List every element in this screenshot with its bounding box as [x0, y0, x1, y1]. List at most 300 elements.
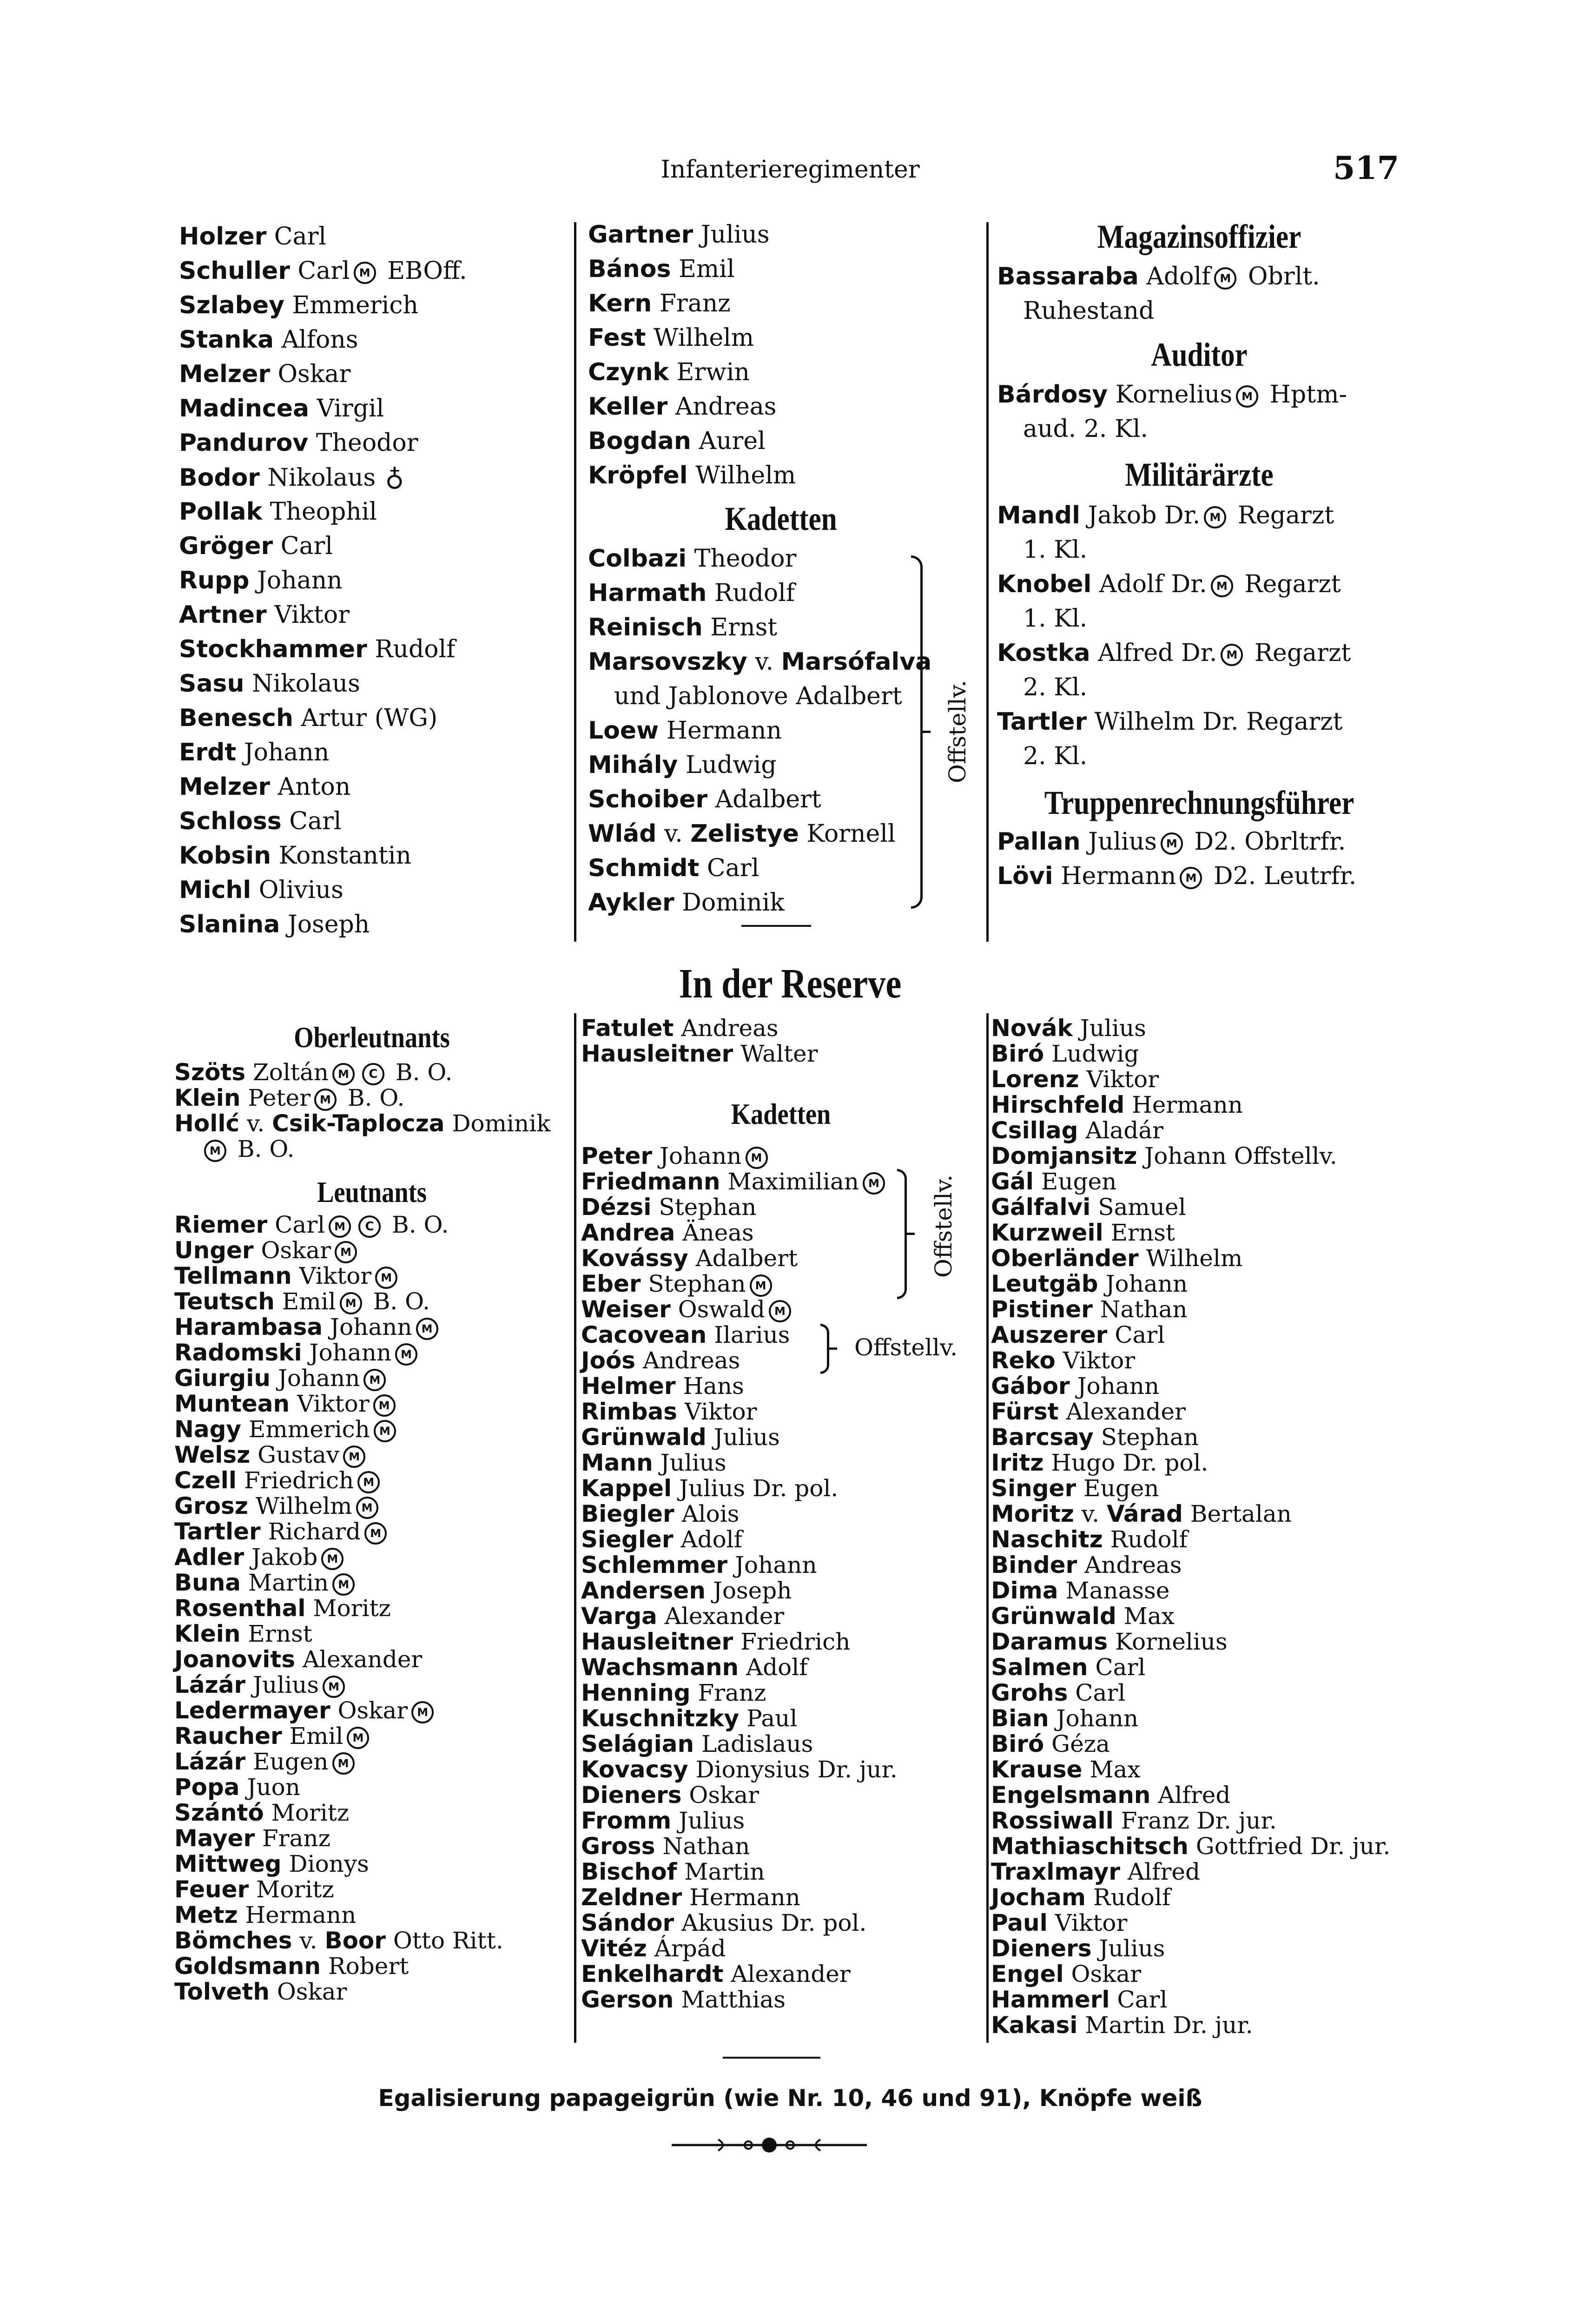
list-item: [581, 1169, 981, 1195]
surname: Zeldner: [581, 1884, 682, 1911]
surname: Tartler: [997, 708, 1087, 736]
given-name: Aladár: [1078, 1117, 1163, 1144]
given-name: Richard: [260, 1518, 361, 1545]
given-name: Wilhelm: [687, 462, 796, 489]
surname: Adler: [174, 1544, 244, 1571]
given-name: Emmerich: [284, 291, 419, 319]
list-item: [588, 458, 974, 493]
surname: Harmath: [588, 579, 707, 607]
given-name: Jakob: [244, 1544, 318, 1571]
entry-text: 2. Kl.: [1023, 742, 1088, 770]
list-item: [991, 1322, 1400, 1348]
list-item: [174, 1877, 569, 1902]
given-name: v.: [239, 1110, 272, 1137]
list-item: [997, 567, 1401, 601]
list-item: [997, 859, 1401, 893]
surname: Binder: [991, 1552, 1077, 1578]
list-item: [174, 1749, 569, 1775]
list-item: [581, 1757, 981, 1783]
surname: Cacovean: [581, 1321, 707, 1348]
surname: Salmen: [991, 1654, 1088, 1681]
surname: Erdt: [179, 739, 237, 766]
list-item: [174, 1851, 569, 1877]
list-item: [179, 426, 569, 460]
merit-medal-icon: M: [416, 1318, 438, 1340]
list-item: [174, 1775, 569, 1800]
given-name: Carl: [266, 223, 327, 251]
surname: Domjansitz: [991, 1142, 1137, 1169]
merit-medal-icon: M: [332, 1573, 355, 1596]
merit-medal-icon: M: [746, 1147, 768, 1169]
list-item: [179, 391, 569, 426]
list-item: [179, 357, 569, 391]
surname: Varga: [581, 1603, 657, 1630]
given-name: Viktor: [1047, 1909, 1128, 1936]
list-item: [174, 1928, 569, 1954]
list-item: [174, 1902, 569, 1928]
list-item: [991, 1476, 1400, 1501]
merit-medal-icon: M: [1236, 385, 1258, 408]
surname: Kröpfel: [588, 462, 688, 489]
given-name: Jakob Dr.: [1080, 502, 1201, 529]
given-name: Wilhelm: [248, 1492, 352, 1519]
given-name: Johann Offstellv.: [1137, 1142, 1337, 1169]
entry-list: [997, 259, 1401, 328]
surname: Benesch: [179, 704, 293, 732]
given-name: Carl: [273, 532, 333, 560]
list-item: [997, 825, 1401, 859]
list-item: [991, 1578, 1400, 1604]
list-item: [581, 1783, 981, 1808]
given-name: Juon: [239, 1774, 300, 1801]
given-name: Oskar: [1063, 1961, 1142, 1987]
rank-note: Regarzt: [1230, 502, 1334, 529]
list-item: [179, 219, 569, 254]
list-item: [581, 1195, 981, 1220]
merit-medal-icon: M: [314, 1089, 337, 1111]
surname: Gábor: [991, 1373, 1070, 1400]
given-name: Nikolaus: [259, 464, 376, 492]
list-item: [179, 529, 569, 563]
given-name: Ernst: [240, 1620, 312, 1647]
given-name: Stephan: [641, 1270, 746, 1297]
given-name: Olivius: [251, 876, 343, 904]
list-item: [997, 739, 1401, 773]
given-name: Dominik: [674, 889, 785, 917]
given-name: Johann: [1098, 1270, 1188, 1297]
entry-text: 2. Kl.: [1023, 673, 1088, 701]
reserve-list: [991, 1016, 1400, 2038]
surname: Gröger: [179, 532, 273, 560]
surname: Lorenz: [991, 1066, 1079, 1093]
entry-list: [997, 498, 1401, 773]
given-name: Manasse: [1058, 1577, 1170, 1604]
surname: Ledermayer: [174, 1697, 330, 1724]
list-item: [581, 1297, 981, 1322]
given-name: Joseph: [280, 911, 370, 938]
surname: Bános: [588, 255, 671, 283]
rank-note: B. O.: [340, 1084, 405, 1111]
list-item: [174, 1621, 569, 1647]
given-name: v.: [292, 1927, 325, 1954]
surname: Slanina: [179, 911, 280, 938]
list-item: [991, 1731, 1400, 1757]
list-item: [991, 1348, 1400, 1373]
surname: Schoiber: [588, 786, 707, 813]
rank-note: B. O.: [384, 1211, 449, 1238]
list-item: [991, 1629, 1400, 1655]
list-item: [174, 1979, 569, 2005]
list-item: [581, 1885, 981, 1910]
officer-list: [179, 219, 569, 942]
list-item: [179, 288, 569, 323]
given-name: Carl: [1088, 1654, 1146, 1681]
section-heading-kadetten-reserve: Kadetten: [731, 1097, 831, 1130]
list-item: [581, 1706, 981, 1731]
surname: Welsz: [174, 1441, 251, 1468]
surname: Gálfalvi: [991, 1194, 1091, 1221]
section-heading-oberleutnants: Oberleutnants: [294, 1021, 450, 1054]
list-item: [991, 1834, 1400, 1859]
merit-medal-icon: M: [356, 1497, 378, 1519]
given-name: Dionys: [281, 1850, 369, 1877]
merit-medal-icon: M: [323, 1676, 345, 1698]
given-name: v.: [747, 648, 781, 676]
merit-medal-icon: M: [343, 1446, 365, 1468]
list-item: [174, 1647, 569, 1672]
given-name: Joseph: [705, 1577, 792, 1604]
surname: Tartler: [174, 1518, 261, 1545]
given-name: Martin Dr. jur.: [1077, 2012, 1253, 2039]
surname: Grünwald: [581, 1424, 707, 1451]
list-item: [991, 1527, 1400, 1552]
list-item: [179, 563, 569, 598]
surname: Loew: [588, 717, 659, 745]
given-name: Friedrich: [733, 1628, 851, 1655]
section-heading-reserve: In der Reserve: [679, 961, 902, 1007]
surname: Engelsmann: [991, 1782, 1151, 1809]
surname: Melzer: [179, 360, 271, 388]
list-item: [581, 1373, 981, 1399]
list-item: [991, 1169, 1400, 1195]
reserve-list: [581, 1016, 981, 1067]
section-heading-leutnants: Leutnants: [317, 1175, 427, 1208]
given-name: Alfons: [274, 326, 358, 354]
rank-note: B. O.: [388, 1059, 453, 1086]
list-item: [997, 636, 1401, 670]
list-item: [581, 1271, 981, 1297]
given-name: Julius: [653, 1449, 727, 1476]
surname: Klein: [174, 1084, 241, 1111]
rank-note: Regarzt: [1247, 639, 1351, 667]
bracket-label: Offstellv.: [854, 1334, 958, 1361]
surname: Engel: [991, 1961, 1064, 1987]
given-name: Samuel: [1090, 1194, 1186, 1221]
column-divider: [986, 1013, 989, 2043]
merit-medal-icon: M: [411, 1701, 434, 1723]
given-name: Martin: [241, 1569, 329, 1596]
given-name: Alexander: [1058, 1398, 1186, 1425]
given-name: Stephan: [651, 1194, 757, 1221]
given-name: Carl: [1068, 1679, 1126, 1706]
list-item: [581, 1731, 981, 1757]
list-item: [581, 1604, 981, 1629]
list-item: [174, 1212, 569, 1238]
surname: Wlád: [588, 820, 657, 848]
list-item: [179, 838, 569, 873]
given-name: Carl: [1110, 1986, 1168, 2013]
list-item: [997, 705, 1401, 739]
given-name: Oskar: [253, 1237, 331, 1264]
surname: Eber: [581, 1270, 641, 1297]
entry-list: [997, 377, 1401, 446]
merit-medal-icon: M: [329, 1215, 351, 1238]
given-name: v.: [656, 820, 691, 848]
list-item: [997, 498, 1401, 533]
given-name: Adolf: [673, 1526, 743, 1553]
merit-medal-icon: M: [1161, 832, 1183, 855]
surname: Barcsay: [991, 1424, 1094, 1451]
list-item: [991, 1246, 1400, 1271]
surname: Czynk: [588, 358, 669, 386]
list-item: [991, 1604, 1400, 1629]
list-item: [581, 1859, 981, 1885]
surname: Biró: [991, 1730, 1044, 1757]
list-item: [991, 1450, 1400, 1476]
surname-part: Zelistye: [690, 820, 799, 848]
section-heading-auditor: Auditor: [1151, 336, 1248, 373]
list-item: [179, 770, 569, 804]
surname: Dézsi: [581, 1194, 652, 1221]
surname: Joós: [581, 1347, 636, 1374]
list-item: [991, 1195, 1400, 1220]
surname: Friedmann: [581, 1168, 720, 1195]
surname: Unger: [174, 1237, 254, 1264]
surname: Hausleitner: [581, 1040, 733, 1067]
rank-note: Regarzt: [1236, 570, 1341, 598]
given-name: Ladislaus: [694, 1730, 813, 1757]
given-name: Artur (WG): [293, 704, 438, 732]
given-name: Nathan: [1092, 1296, 1188, 1323]
given-name: Viktor: [291, 1262, 372, 1289]
given-name: Alexander: [295, 1646, 423, 1673]
surname: Holzer: [179, 223, 267, 251]
surname: Rossiwall: [991, 1807, 1114, 1834]
section-rule: [741, 925, 811, 927]
given-name: Hermann: [682, 1884, 800, 1911]
given-name: Nathan: [655, 1833, 750, 1860]
surname: Schmidt: [588, 854, 700, 882]
given-name: Alois: [674, 1500, 740, 1527]
given-name: Bertalan: [1182, 1500, 1292, 1527]
surname: Reko: [991, 1347, 1056, 1374]
surname: Kobsin: [179, 842, 271, 870]
column-three-upper: [997, 218, 1401, 893]
merit-medal-icon: M: [363, 1369, 386, 1391]
entry-text: Ruhestand: [1023, 297, 1155, 325]
list-item: [581, 1041, 981, 1067]
list-item: [174, 1519, 569, 1545]
surname: Gross: [581, 1833, 655, 1860]
surname: Giurgiu: [174, 1365, 271, 1392]
given-name: Emmerich: [241, 1416, 370, 1443]
given-name: Ludwig: [678, 751, 777, 779]
surname: Peter: [581, 1142, 653, 1169]
list-item: [581, 1680, 981, 1706]
given-name: Franz Dr. jur.: [1113, 1807, 1277, 1834]
list-item: [174, 1545, 569, 1570]
surname: Grosz: [174, 1492, 248, 1519]
given-name: Johann: [1070, 1373, 1160, 1400]
list-item: [174, 1391, 569, 1417]
list-item: [991, 1425, 1400, 1450]
given-name: Dominik: [444, 1110, 551, 1137]
given-name: Rudolf: [367, 635, 456, 663]
surname: Sándor: [581, 1909, 674, 1936]
surname: Goldsmann: [174, 1953, 321, 1980]
given-name: Alfred Dr.: [1090, 639, 1217, 667]
surname: Mihály: [588, 751, 678, 779]
column-divider: [574, 1013, 576, 2043]
list-item: [997, 533, 1401, 567]
given-name: Friedrich: [236, 1467, 354, 1494]
rank-note: Obrlt.: [1240, 263, 1320, 290]
merit-medal-icon: M: [332, 1063, 355, 1085]
list-item: [174, 1800, 569, 1826]
given-name: Akusius Dr. pol.: [674, 1909, 867, 1936]
surname: Radomski: [174, 1339, 302, 1366]
list-item: [581, 1399, 981, 1425]
list-item: [991, 1067, 1400, 1092]
list-item: [991, 1501, 1400, 1527]
given-name: Alfred: [1120, 1858, 1200, 1885]
surname: Dima: [991, 1577, 1058, 1604]
given-name: Franz: [652, 290, 731, 317]
list-item: [581, 1220, 981, 1246]
given-name: Theodor: [308, 429, 418, 457]
oberleutnants-list: [174, 1060, 569, 1162]
surname: Jocham: [991, 1884, 1086, 1911]
given-name: Eugen: [1033, 1168, 1117, 1195]
rank-note: Hptm-: [1262, 381, 1347, 409]
given-name: Andreas: [667, 393, 777, 421]
given-name: Ilarius: [707, 1321, 790, 1348]
given-name: Alfred: [1150, 1782, 1231, 1809]
surname: Hausleitner: [581, 1628, 733, 1655]
surname: Kurzweil: [991, 1219, 1103, 1246]
list-item: [174, 1570, 569, 1596]
given-name: Otto Ritt.: [385, 1927, 503, 1954]
given-name: Julius: [706, 1424, 780, 1451]
given-name: Viktor: [290, 1390, 370, 1417]
bracket-label: Offstellv.: [944, 680, 971, 784]
list-item: [997, 377, 1401, 412]
given-name: Julius: [671, 1807, 745, 1834]
surname: Reinisch: [588, 614, 703, 641]
surname: Mann: [581, 1449, 653, 1476]
list-item: [991, 1808, 1400, 1834]
surname: Hammerl: [991, 1986, 1110, 2013]
surname: Leutgäb: [991, 1270, 1098, 1297]
column-divider: [986, 222, 989, 942]
entry-text: 1. Kl.: [1023, 605, 1088, 633]
given-name: Gottfried Dr. jur.: [1188, 1833, 1391, 1860]
surname: Klein: [174, 1620, 241, 1647]
surname-part: Marsófalva: [781, 648, 932, 676]
list-item: [581, 1450, 981, 1476]
list-item: [588, 424, 974, 458]
surname: Feuer: [174, 1876, 249, 1903]
surname: Krause: [991, 1756, 1083, 1783]
given-name: Viktor: [677, 1398, 757, 1425]
surname: Bömches: [174, 1927, 292, 1954]
given-name: Adolf: [739, 1654, 808, 1681]
given-name: Eugen: [245, 1748, 329, 1775]
surname: Schuller: [179, 257, 290, 285]
merit-medal-icon: M: [1211, 575, 1233, 597]
list-item: [581, 1143, 981, 1169]
list-item: [174, 1826, 569, 1851]
list-item: [179, 254, 569, 288]
c-decoration-icon: C: [362, 1063, 384, 1085]
surname: Czell: [174, 1467, 237, 1494]
given-name: Carl: [1107, 1321, 1165, 1348]
given-name: Anton: [270, 773, 351, 801]
surname: Helmer: [581, 1373, 676, 1400]
merit-medal-icon: M: [373, 1394, 396, 1417]
list-item: [991, 1297, 1400, 1322]
bracket: [897, 1169, 907, 1299]
surname: Metz: [174, 1901, 238, 1928]
surname: Pandurov: [179, 429, 309, 457]
entry-text: und Jablonove Adalbert: [614, 682, 902, 710]
section-heading-militaeraerzte: Militärärzte: [1125, 456, 1274, 493]
list-item: [588, 218, 974, 252]
given-name: Viktor: [1055, 1347, 1136, 1374]
surname: Gartner: [588, 221, 694, 249]
surname: Novák: [991, 1015, 1073, 1042]
given-name: Andreas: [635, 1347, 740, 1374]
surname: Andersen: [581, 1577, 706, 1604]
list-item: [991, 1936, 1400, 1961]
given-name: Hermann: [659, 717, 782, 745]
list-item: [174, 1468, 569, 1493]
surname: Tellmann: [174, 1262, 292, 1289]
given-name: Árpád: [647, 1935, 726, 1962]
list-item: [991, 1655, 1400, 1680]
merit-medal-icon: M: [1221, 644, 1243, 666]
list-item: [581, 1961, 981, 1987]
given-name: Rudolf: [707, 579, 795, 607]
surname: Fatulet: [581, 1015, 674, 1042]
given-name: Johann: [302, 1339, 392, 1366]
list-item: [991, 1552, 1400, 1578]
surname: Henning: [581, 1679, 691, 1706]
list-item: [174, 1442, 569, 1468]
given-name: Oskar: [270, 360, 351, 388]
given-name: Adalbert: [688, 1245, 798, 1272]
given-name: Julius: [693, 221, 770, 249]
given-name: Carl: [699, 854, 760, 882]
given-name: Alexander: [723, 1961, 851, 1987]
surname: Vitéz: [581, 1935, 647, 1962]
list-item: [179, 598, 569, 632]
surname: Aykler: [588, 889, 674, 917]
given-name: Oskar: [330, 1697, 408, 1724]
list-item: [588, 355, 974, 390]
list-item: [588, 286, 974, 321]
given-name: Hugo Dr. pol.: [1044, 1449, 1209, 1476]
